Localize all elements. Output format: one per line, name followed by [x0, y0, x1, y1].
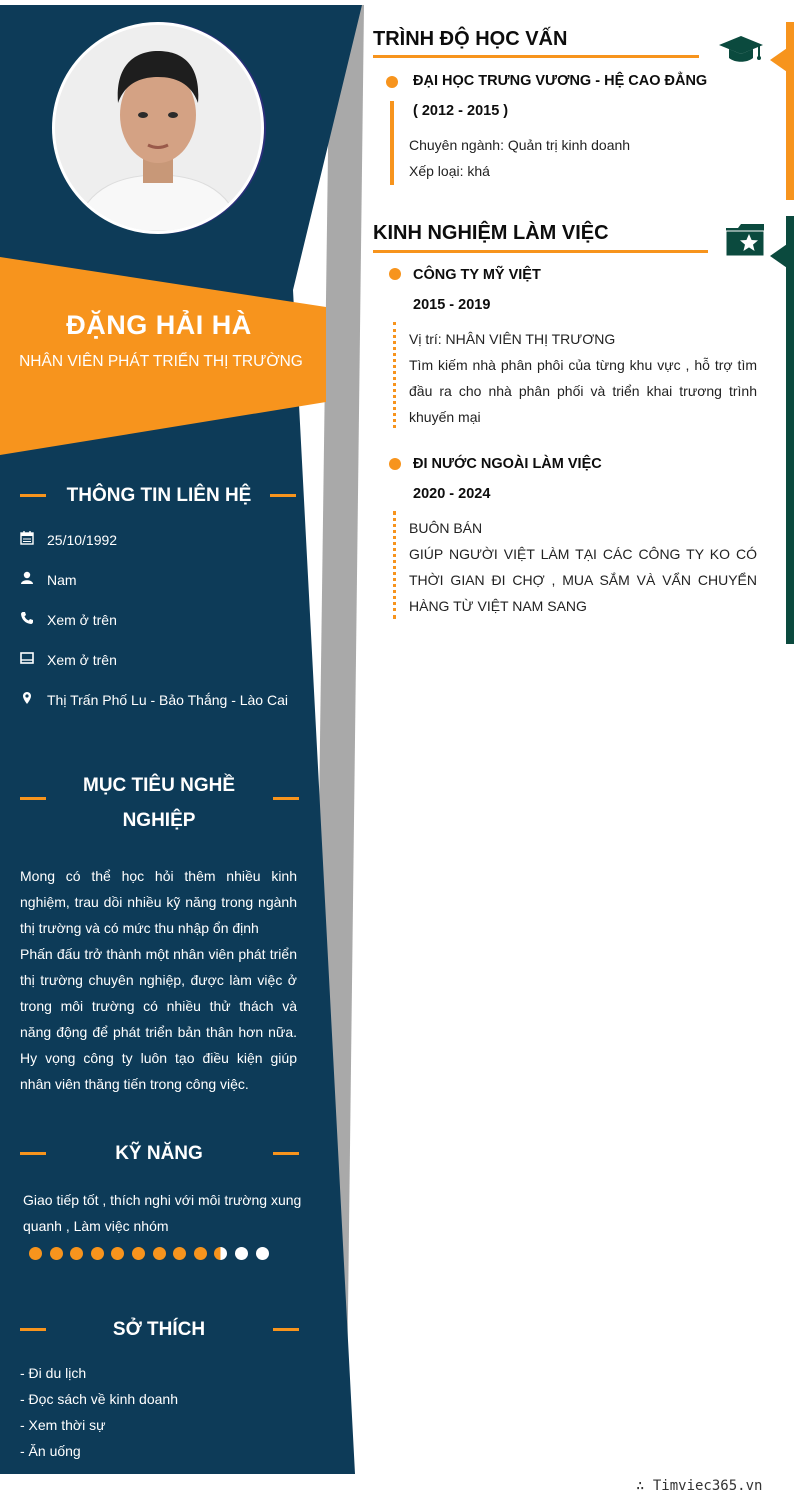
- heading-dash-right: [273, 1152, 299, 1155]
- objective-text: Mong có thể học hỏi thêm nhiều kinh nghiệm, trau dồi nhiều kỹ năng trong ngành thị trường và có mức thu nhập ổn định Phấn đấu trở thành một nhân viên phát triển thị trường chuyên nghiệp, được làm việc ở trong môi trường có nhiều thử thách và năng động để phát triển bản thân hơn nữa. Hy vọng công ty luôn tạo điều kiện giúp nhân viên thăng tiến trong công việc.: [20, 868, 297, 1092]
- heading-dash-left: [20, 494, 46, 497]
- hobbies-list: [20, 1360, 300, 1464]
- education-years: ( 2012 - 2015 ): [413, 103, 509, 119]
- person-icon: [20, 571, 36, 587]
- job-years: 2020 - 2024: [413, 486, 491, 502]
- contact-email-text: Xem ở trên: [47, 652, 117, 668]
- avatar: [52, 22, 264, 234]
- heading-dash-right: [270, 494, 296, 497]
- contact-phone-text: Xem ở trên: [47, 612, 117, 628]
- heading-dash-left: [20, 1152, 46, 1155]
- job-description: Vị trí: NHÂN VIÊN THỊ TRƯƠNG Tìm kiếm nhà phân phôi của từng khu vực , hỗ trợ tìm đầu ra cho nhà phân phối và triển khai trương trình khuyến mại: [409, 331, 757, 425]
- skill-dot: [132, 1247, 145, 1260]
- skills-heading: KỸ NĂNG: [115, 1143, 203, 1164]
- hobby-item: - Ăn uống: [20, 1443, 81, 1459]
- objective-heading-line1: MỤC TIÊU NGHỀ: [83, 775, 235, 796]
- job-company: CÔNG TY MỸ VIỆT: [413, 267, 541, 283]
- job-years: 2015 - 2019: [413, 297, 491, 313]
- experience-accent-bar: [786, 216, 794, 644]
- hobby-item: - Xem thời sự: [20, 1417, 106, 1433]
- skill-dot: [256, 1247, 269, 1260]
- heading-dash-left: [20, 1328, 46, 1331]
- email-icon: [20, 651, 36, 667]
- skills-text: Giao tiếp tốt , thích nghi với môi trường xung quanh , Làm việc nhóm: [23, 1192, 302, 1234]
- hobbies-heading: SỞ THÍCH: [112, 1319, 206, 1340]
- contact-address-text: Thị Trấn Phố Lu - Bảo Thắng - Lào Cai: [47, 692, 288, 708]
- skill-dot: [194, 1247, 207, 1260]
- job-bullet: [389, 458, 401, 470]
- contact-birthdate-text: 25/10/1992: [47, 532, 118, 548]
- graduation-cap-icon: [718, 33, 764, 65]
- location-pin-icon: [20, 691, 36, 707]
- skill-dot: [29, 1247, 42, 1260]
- job-description: BUÔN BÁN GIÚP NGƯỜI VIỆT LÀM TẠI CÁC CÔNG TY KO CÓ THỜI GIAN ĐI CHỢ , MUA SẮM VÀ VẨN CHUYỂN HÀNG TỪ VIỆT NAM SANG: [409, 520, 757, 614]
- education-major: Chuyên ngành: Quản trị kinh doanh: [409, 137, 631, 153]
- phone-icon: [20, 611, 36, 627]
- skill-dot: [214, 1247, 227, 1260]
- site-watermark[interactable]: ∴ Timviec365.vn: [636, 1478, 763, 1494]
- skill-dot: [111, 1247, 124, 1260]
- avatar-portrait: [55, 25, 261, 231]
- job-timeline-dots: [393, 511, 400, 619]
- skill-dot: [173, 1247, 186, 1260]
- education-timeline-bar: [390, 101, 394, 185]
- job-bullet: [389, 268, 401, 280]
- skill-dot: [235, 1247, 248, 1260]
- hobby-item: - Đi du lịch: [20, 1365, 87, 1381]
- job-company: ĐI NƯỚC NGOÀI LÀM VIỆC: [413, 456, 602, 472]
- candidate-name: ĐẶNG HẢI HÀ: [66, 310, 252, 340]
- education-heading-underline: [373, 55, 699, 58]
- experience-heading: KINH NGHIỆM LÀM VIỆC: [373, 222, 609, 244]
- contact-email: [20, 650, 310, 672]
- contact-heading: THÔNG TIN LIÊN HỆ: [66, 485, 252, 506]
- experience-heading-underline: [373, 250, 708, 253]
- heading-dash-right: [273, 1328, 299, 1331]
- contact-birthdate: [20, 530, 310, 552]
- education-heading: TRÌNH ĐỘ HỌC VẤN: [373, 28, 568, 50]
- heading-dash-left: [20, 797, 46, 800]
- contact-address: [20, 690, 310, 712]
- skill-dot: [153, 1247, 166, 1260]
- heading-dash-right: [273, 797, 299, 800]
- candidate-title: NHÂN VIÊN PHÁT TRIỂN THỊ TRƯỜNG: [19, 353, 303, 370]
- skill-dot: [50, 1247, 63, 1260]
- contact-phone: [20, 610, 310, 632]
- education-accent-bar: [786, 22, 794, 200]
- objective-heading: [58, 768, 260, 838]
- briefcase-star-icon: [724, 222, 766, 258]
- education-grade: Xếp loại: khá: [409, 163, 490, 179]
- objective-heading-line2: NGHIỆP: [122, 810, 196, 831]
- contact-gender: [20, 570, 310, 592]
- contact-gender-text: Nam: [47, 572, 77, 588]
- skill-dot: [70, 1247, 83, 1260]
- job-timeline-dots: [393, 322, 400, 428]
- education-school: ĐẠI HỌC TRƯNG VƯƠNG - HỆ CAO ĐẲNG: [413, 73, 708, 89]
- hobby-item: - Đọc sách về kinh doanh: [20, 1391, 178, 1407]
- education-bullet: [386, 76, 398, 88]
- calendar-icon: [20, 531, 36, 547]
- skill-dot: [91, 1247, 104, 1260]
- skill-rating: [29, 1247, 279, 1261]
